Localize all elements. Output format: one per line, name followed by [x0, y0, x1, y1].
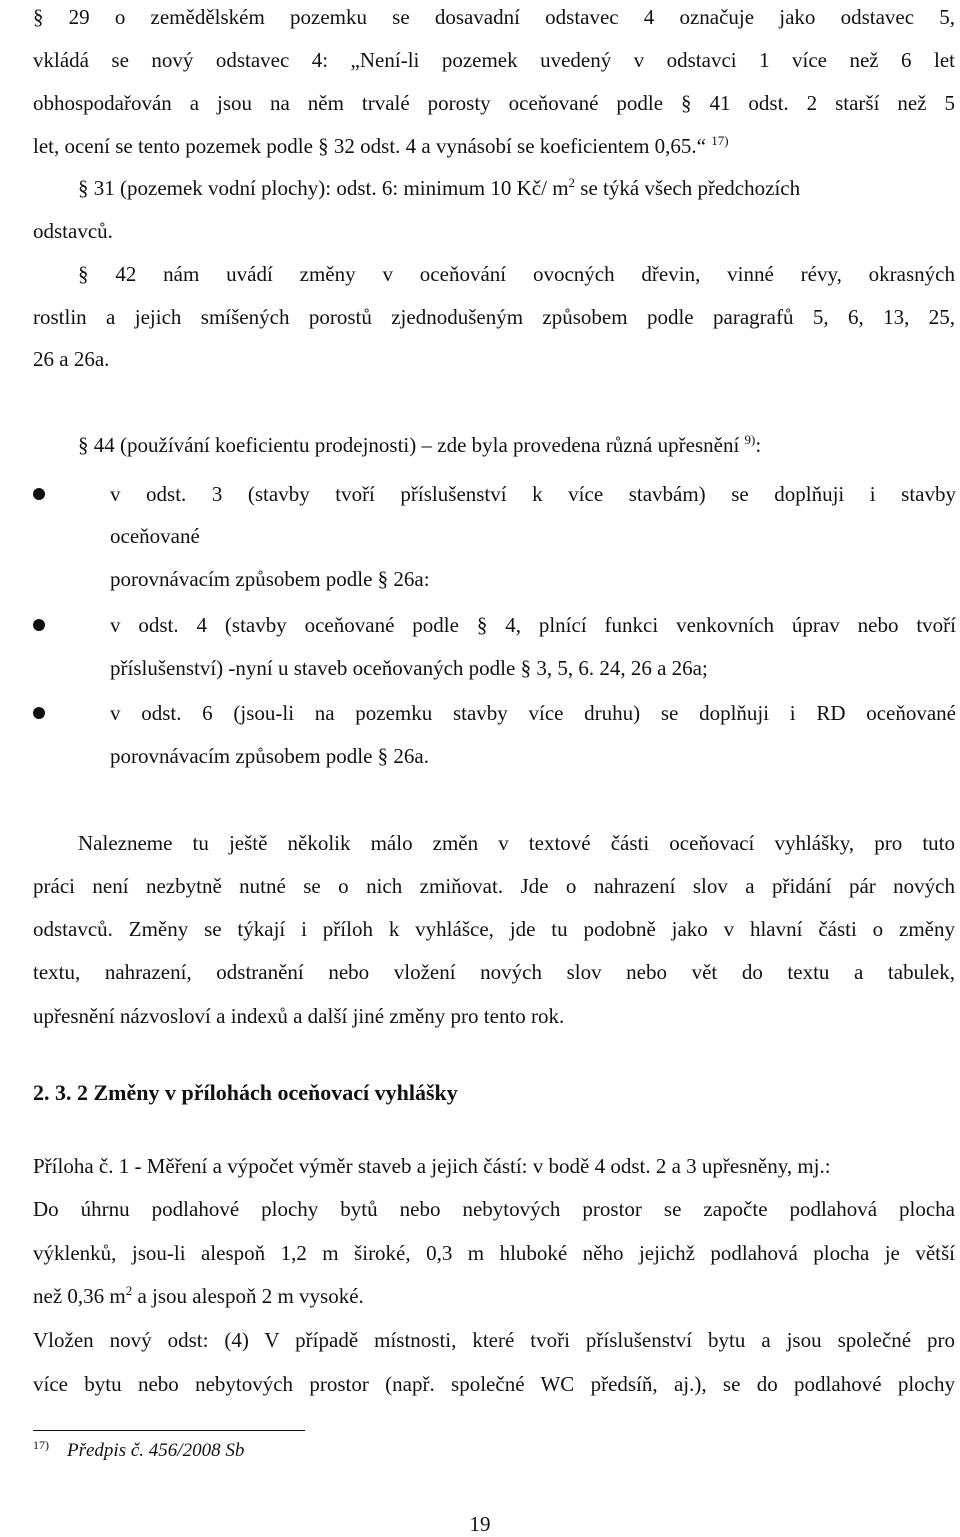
- para4-intro: [78, 432, 761, 458]
- para6-superscript: 2: [125, 1283, 133, 1298]
- bullet-dot: [33, 488, 45, 500]
- para3-line-2: rostlin a jejich smíšených porostů zjednodušeným způsobem podle paragrafů 5, 6, 13, 25,: [33, 305, 955, 329]
- para1-line-4: [33, 133, 729, 159]
- para1-line-1: § 29 o zemědělském pozemku se dosavadní odstavec 4 označuje jako odstavec 5,: [33, 5, 955, 29]
- para5-line-1: Nalezneme tu ještě několik málo změn v textové části oceňovací vyhlášky, pro tuto: [78, 831, 955, 855]
- para1-line-3: obhospodařován a jsou na něm trvalé porosty oceňované podle § 41 odst. 2 starší než 5: [33, 91, 955, 115]
- page-number: 19: [469, 1512, 491, 1536]
- section-heading: 2. 3. 2 Změny v přílohách oceňovací vyhlášky: [33, 1080, 458, 1105]
- para5-line-3: odstavců. Změny se týkají i příloh k vyhlášce, jde tu podobně jako v hlavní části o změny: [33, 917, 955, 941]
- para1-line-4-text: let, ocení se tento pozemek podle § 32 odst. 4 a vynásobí se koeficientem 0,65.“: [33, 134, 706, 158]
- para6-line-4-text-b: a jsou alespoň 2 m vysoké.: [132, 1284, 364, 1308]
- bullet-dot: [33, 619, 45, 631]
- para2-line-1: [78, 175, 800, 201]
- para6-line-3: výklenků, jsou-li alespoň 1,2 m široké, 0,3 m hluboké něho jejichž podlahová plocha je větší: [33, 1241, 955, 1265]
- para2-text-b: se týká všech předchozích: [575, 176, 801, 200]
- para3-line-3: 26 a 26a.: [33, 347, 110, 371]
- para6-line-6: více bytu nebo nebytových prostor (např. společné WC předsíň, aj.), se do podlahové plochy: [33, 1372, 955, 1396]
- para2-superscript: 2: [568, 175, 576, 190]
- footnote-number: 17): [33, 1437, 49, 1452]
- bullet2-line-2: příslušenství) -nyní u staveb oceňovaných podle § 3, 5, 6. 24, 26 a 26a;: [110, 656, 708, 680]
- bullet1-line-2: oceňované: [110, 524, 200, 548]
- para2-text-a: § 31 (pozemek vodní plochy): odst. 6: minimum 10 Kč/ m: [78, 176, 569, 200]
- para5-line-2: práci není nezbytně nutné se o nich zmiňovat. Jde o nahrazení slov a přidání pár nových: [33, 874, 955, 898]
- footnote-separator: [33, 1430, 305, 1431]
- para6-line-1: Příloha č. 1 - Měření a výpočet výměr staveb a jejich částí: v bodě 4 odst. 2 a 3 upřesněny, mj.:: [33, 1154, 831, 1178]
- footnote-text: Předpis č. 456/2008 Sb: [67, 1440, 245, 1461]
- bullet3-line-2: porovnávacím způsobem podle § 26a.: [110, 744, 429, 768]
- para4-intro-colon: :: [755, 433, 762, 457]
- para6-line-4-text-a: než 0,36 m: [33, 1284, 126, 1308]
- para1-line-2: vkládá se nový odstavec 4: „Není-li pozemek uvedený v odstavci 1 více než 6 let: [33, 48, 955, 72]
- para5-line-5: upřesnění názvosloví a indexů a další jiné změny pro tento rok.: [33, 1004, 565, 1028]
- para5-line-4: textu, nahrazení, odstranění nebo vložení nových slov nebo vět do textu a tabulek,: [33, 960, 955, 984]
- bullet2-line-1: v odst. 4 (stavby oceňované podle § 4, plnící funkci venkovních úprav nebo tvoří: [110, 613, 956, 637]
- para6-line-5: Vložen nový odst: (4) V případě místnosti, které tvoři příslušenství bytu a jsou společné pro: [33, 1328, 955, 1352]
- para4-intro-text: § 44 (používání koeficientu prodejnosti) – zde byla provedena různá upřesnění: [78, 433, 740, 457]
- para6-line-4: [33, 1283, 364, 1309]
- footnote-ref-17: 17): [711, 133, 729, 148]
- bullet-dot: [33, 707, 45, 719]
- bullet1-line-1: v odst. 3 (stavby tvoří příslušenství k více stavbám) se doplňuji i stavby: [110, 482, 956, 506]
- footnote-ref-9: 9): [744, 432, 756, 447]
- para6-line-2: Do úhrnu podlahové plochy bytů nebo nebytových prostor se započte podlahová plocha: [33, 1197, 955, 1221]
- para3-line-1: § 42 nám uvádí změny v oceňování ovocných dřevin, vinné révy, okrasných: [78, 262, 955, 286]
- footnote: [33, 1437, 245, 1462]
- bullet1-line-3: porovnávacím způsobem podle § 26a:: [110, 567, 430, 591]
- para2-line-2: odstavců.: [33, 219, 113, 243]
- bullet3-line-1: v odst. 6 (jsou-li na pozemku stavby více druhu) se doplňuji i RD oceňované: [110, 701, 956, 725]
